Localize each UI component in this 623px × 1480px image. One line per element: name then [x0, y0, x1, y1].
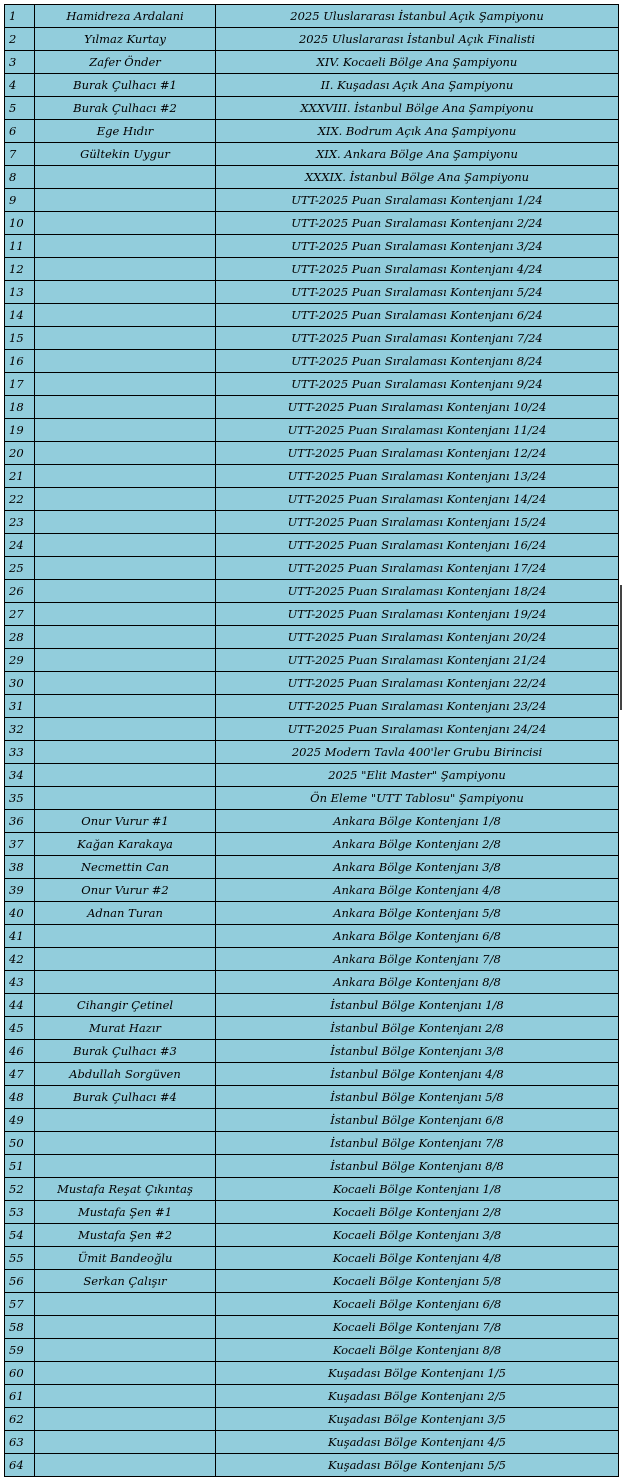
table-row	[5, 1431, 619, 1454]
row-number: 53	[5, 1201, 35, 1224]
row-number: 52	[5, 1178, 35, 1201]
player-name	[35, 1155, 216, 1178]
table-row	[5, 1224, 619, 1247]
table-row	[5, 419, 619, 442]
qualification-title: UTT-2025 Puan Sıralaması Kontenjanı 4/24	[216, 258, 619, 281]
table-row	[5, 1178, 619, 1201]
player-name: Burak Çulhacı #2	[35, 97, 216, 120]
player-name: Mustafa Reşat Çıkıntaş	[35, 1178, 216, 1201]
qualification-title: Kocaeli Bölge Kontenjanı 5/8	[216, 1270, 619, 1293]
row-number: 25	[5, 557, 35, 580]
table-row	[5, 603, 619, 626]
player-name	[35, 189, 216, 212]
player-name	[35, 396, 216, 419]
table-row	[5, 166, 619, 189]
table-row	[5, 718, 619, 741]
row-number: 32	[5, 718, 35, 741]
row-number: 54	[5, 1224, 35, 1247]
table-row	[5, 120, 619, 143]
row-number: 30	[5, 672, 35, 695]
qualification-title: UTT-2025 Puan Sıralaması Kontenjanı 16/24	[216, 534, 619, 557]
row-number: 38	[5, 856, 35, 879]
player-name	[35, 649, 216, 672]
player-name	[35, 626, 216, 649]
row-number: 24	[5, 534, 35, 557]
row-number: 40	[5, 902, 35, 925]
qualification-title: İstanbul Bölge Kontenjanı 5/8	[216, 1086, 619, 1109]
row-number: 15	[5, 327, 35, 350]
qualification-title: UTT-2025 Puan Sıralaması Kontenjanı 14/24	[216, 488, 619, 511]
player-name: Gültekin Uygur	[35, 143, 216, 166]
qualification-title: İstanbul Bölge Kontenjanı 8/8	[216, 1155, 619, 1178]
qualification-title: Ankara Bölge Kontenjanı 4/8	[216, 879, 619, 902]
player-name: Murat Hazır	[35, 1017, 216, 1040]
table-row	[5, 212, 619, 235]
table-row	[5, 350, 619, 373]
table-row	[5, 810, 619, 833]
row-number: 27	[5, 603, 35, 626]
qualification-title: Ankara Bölge Kontenjanı 2/8	[216, 833, 619, 856]
row-number: 4	[5, 74, 35, 97]
qualification-title: İstanbul Bölge Kontenjanı 6/8	[216, 1109, 619, 1132]
qualification-title: UTT-2025 Puan Sıralaması Kontenjanı 6/24	[216, 304, 619, 327]
player-name	[35, 327, 216, 350]
row-number: 56	[5, 1270, 35, 1293]
player-name: Mustafa Şen #2	[35, 1224, 216, 1247]
table-row	[5, 465, 619, 488]
qualification-title: 2025 Uluslararası İstanbul Açık Şampiyonu	[216, 5, 619, 28]
player-name	[35, 534, 216, 557]
table-row	[5, 143, 619, 166]
row-number: 37	[5, 833, 35, 856]
table-row	[5, 442, 619, 465]
row-number: 43	[5, 971, 35, 994]
row-number: 39	[5, 879, 35, 902]
qualification-title: UTT-2025 Puan Sıralaması Kontenjanı 20/24	[216, 626, 619, 649]
table-row	[5, 304, 619, 327]
row-number: 29	[5, 649, 35, 672]
qualifier-table	[4, 4, 619, 1477]
row-number: 7	[5, 143, 35, 166]
row-number: 1	[5, 5, 35, 28]
player-name: Abdullah Sorgüven	[35, 1063, 216, 1086]
table-row	[5, 511, 619, 534]
table-row	[5, 488, 619, 511]
qualification-title: Kocaeli Bölge Kontenjanı 4/8	[216, 1247, 619, 1270]
player-name	[35, 488, 216, 511]
player-name	[35, 419, 216, 442]
qualification-title: Ankara Bölge Kontenjanı 7/8	[216, 948, 619, 971]
row-number: 62	[5, 1408, 35, 1431]
qualification-title: UTT-2025 Puan Sıralaması Kontenjanı 1/24	[216, 189, 619, 212]
player-name	[35, 1293, 216, 1316]
player-name	[35, 235, 216, 258]
player-name: Ümit Bandeoğlu	[35, 1247, 216, 1270]
qualification-title: Kocaeli Bölge Kontenjanı 8/8	[216, 1339, 619, 1362]
table-row	[5, 235, 619, 258]
table-row	[5, 534, 619, 557]
player-name: Zafer Önder	[35, 51, 216, 74]
row-number: 28	[5, 626, 35, 649]
qualification-title: Ankara Bölge Kontenjanı 8/8	[216, 971, 619, 994]
table-row	[5, 1201, 619, 1224]
table-row	[5, 971, 619, 994]
table-row	[5, 74, 619, 97]
row-number: 35	[5, 787, 35, 810]
qualification-title: UTT-2025 Puan Sıralaması Kontenjanı 15/24	[216, 511, 619, 534]
row-number: 47	[5, 1063, 35, 1086]
row-number: 51	[5, 1155, 35, 1178]
table-row	[5, 1017, 619, 1040]
qualification-title: Ön Eleme "UTT Tablosu" Şampiyonu	[216, 787, 619, 810]
player-name	[35, 258, 216, 281]
player-name: Onur Vurur #1	[35, 810, 216, 833]
qualification-title: 2025 Uluslararası İstanbul Açık Finalisti	[216, 28, 619, 51]
qualification-title: 2025 Modern Tavla 400'ler Grubu Birincisi	[216, 741, 619, 764]
row-number: 61	[5, 1385, 35, 1408]
qualification-title: Kocaeli Bölge Kontenjanı 2/8	[216, 1201, 619, 1224]
qualification-title: UTT-2025 Puan Sıralaması Kontenjanı 24/24	[216, 718, 619, 741]
table-row	[5, 741, 619, 764]
player-name	[35, 557, 216, 580]
player-name: Yılmaz Kurtay	[35, 28, 216, 51]
qualifier-table-body	[5, 5, 619, 1477]
qualification-title: Kuşadası Bölge Kontenjanı 3/5	[216, 1408, 619, 1431]
table-row	[5, 879, 619, 902]
qualification-title: XIX. Ankara Bölge Ana Şampiyonu	[216, 143, 619, 166]
qualification-title: İstanbul Bölge Kontenjanı 2/8	[216, 1017, 619, 1040]
player-name	[35, 212, 216, 235]
row-number: 20	[5, 442, 35, 465]
table-row	[5, 994, 619, 1017]
row-number: 18	[5, 396, 35, 419]
row-number: 57	[5, 1293, 35, 1316]
player-name: Mustafa Şen #1	[35, 1201, 216, 1224]
table-row	[5, 1408, 619, 1431]
qualification-title: 2025 "Elit Master" Şampiyonu	[216, 764, 619, 787]
row-number: 58	[5, 1316, 35, 1339]
table-row	[5, 695, 619, 718]
player-name	[35, 948, 216, 971]
qualification-title: UTT-2025 Puan Sıralaması Kontenjanı 11/24	[216, 419, 619, 442]
table-row	[5, 373, 619, 396]
table-row	[5, 1293, 619, 1316]
row-number: 41	[5, 925, 35, 948]
table-row	[5, 281, 619, 304]
row-number: 2	[5, 28, 35, 51]
qualification-title: XIV. Kocaeli Bölge Ana Şampiyonu	[216, 51, 619, 74]
table-row	[5, 1155, 619, 1178]
qualification-title: UTT-2025 Puan Sıralaması Kontenjanı 13/24	[216, 465, 619, 488]
qualification-title: UTT-2025 Puan Sıralaması Kontenjanı 18/24	[216, 580, 619, 603]
qualification-title: Kuşadası Bölge Kontenjanı 1/5	[216, 1362, 619, 1385]
row-number: 36	[5, 810, 35, 833]
player-name	[35, 1132, 216, 1155]
player-name	[35, 1109, 216, 1132]
row-number: 60	[5, 1362, 35, 1385]
row-number: 9	[5, 189, 35, 212]
row-number: 11	[5, 235, 35, 258]
row-number: 3	[5, 51, 35, 74]
table-row	[5, 1109, 619, 1132]
table-row	[5, 327, 619, 350]
player-name	[35, 925, 216, 948]
qualification-title: UTT-2025 Puan Sıralaması Kontenjanı 3/24	[216, 235, 619, 258]
row-number: 33	[5, 741, 35, 764]
player-name	[35, 1454, 216, 1477]
row-number: 8	[5, 166, 35, 189]
player-name	[35, 764, 216, 787]
player-name	[35, 281, 216, 304]
qualification-title: Ankara Bölge Kontenjanı 3/8	[216, 856, 619, 879]
row-number: 17	[5, 373, 35, 396]
table-row	[5, 764, 619, 787]
table-row	[5, 925, 619, 948]
qualification-title: UTT-2025 Puan Sıralaması Kontenjanı 9/24	[216, 373, 619, 396]
player-name: Necmettin Can	[35, 856, 216, 879]
table-row	[5, 97, 619, 120]
qualification-title: İstanbul Bölge Kontenjanı 3/8	[216, 1040, 619, 1063]
row-number: 42	[5, 948, 35, 971]
table-row	[5, 557, 619, 580]
table-row	[5, 189, 619, 212]
row-number: 44	[5, 994, 35, 1017]
table-row	[5, 1270, 619, 1293]
player-name	[35, 1339, 216, 1362]
table-row	[5, 902, 619, 925]
qualification-title: Ankara Bölge Kontenjanı 5/8	[216, 902, 619, 925]
qualification-title: XXXIX. İstanbul Bölge Ana Şampiyonu	[216, 166, 619, 189]
table-row	[5, 948, 619, 971]
row-number: 19	[5, 419, 35, 442]
qualification-title: XIX. Bodrum Açık Ana Şampiyonu	[216, 120, 619, 143]
table-row	[5, 1040, 619, 1063]
row-number: 50	[5, 1132, 35, 1155]
row-number: 55	[5, 1247, 35, 1270]
table-row	[5, 1339, 619, 1362]
row-number: 5	[5, 97, 35, 120]
row-number: 14	[5, 304, 35, 327]
qualification-title: XXXVIII. İstanbul Bölge Ana Şampiyonu	[216, 97, 619, 120]
player-name	[35, 1385, 216, 1408]
row-number: 64	[5, 1454, 35, 1477]
qualification-title: UTT-2025 Puan Sıralaması Kontenjanı 8/24	[216, 350, 619, 373]
table-row	[5, 833, 619, 856]
table-row	[5, 1247, 619, 1270]
player-name	[35, 580, 216, 603]
player-name: Burak Çulhacı #4	[35, 1086, 216, 1109]
player-name	[35, 672, 216, 695]
player-name	[35, 1431, 216, 1454]
table-row	[5, 1086, 619, 1109]
player-name	[35, 350, 216, 373]
table-row	[5, 649, 619, 672]
table-row	[5, 626, 619, 649]
row-number: 13	[5, 281, 35, 304]
row-number: 45	[5, 1017, 35, 1040]
table-row	[5, 396, 619, 419]
qualification-title: Ankara Bölge Kontenjanı 1/8	[216, 810, 619, 833]
table-row	[5, 1316, 619, 1339]
qualification-title: UTT-2025 Puan Sıralaması Kontenjanı 17/24	[216, 557, 619, 580]
player-name	[35, 166, 216, 189]
table-row	[5, 258, 619, 281]
player-name: Burak Çulhacı #1	[35, 74, 216, 97]
table-row	[5, 672, 619, 695]
row-number: 16	[5, 350, 35, 373]
row-number: 10	[5, 212, 35, 235]
qualification-title: İstanbul Bölge Kontenjanı 7/8	[216, 1132, 619, 1155]
table-row	[5, 856, 619, 879]
player-name: Adnan Turan	[35, 902, 216, 925]
qualification-title: Kuşadası Bölge Kontenjanı 5/5	[216, 1454, 619, 1477]
table-row	[5, 580, 619, 603]
row-number: 49	[5, 1109, 35, 1132]
player-name	[35, 1316, 216, 1339]
player-name	[35, 1408, 216, 1431]
row-number: 31	[5, 695, 35, 718]
player-name	[35, 304, 216, 327]
qualification-title: UTT-2025 Puan Sıralaması Kontenjanı 21/24	[216, 649, 619, 672]
row-number: 22	[5, 488, 35, 511]
player-name	[35, 603, 216, 626]
player-name	[35, 971, 216, 994]
qualification-title: UTT-2025 Puan Sıralaması Kontenjanı 12/24	[216, 442, 619, 465]
qualification-title: İstanbul Bölge Kontenjanı 1/8	[216, 994, 619, 1017]
row-number: 46	[5, 1040, 35, 1063]
qualification-title: UTT-2025 Puan Sıralaması Kontenjanı 2/24	[216, 212, 619, 235]
player-name	[35, 442, 216, 465]
row-number: 59	[5, 1339, 35, 1362]
player-name: Serkan Çalışır	[35, 1270, 216, 1293]
row-number: 48	[5, 1086, 35, 1109]
scroll-indicator[interactable]	[620, 585, 622, 710]
qualification-title: Kocaeli Bölge Kontenjanı 3/8	[216, 1224, 619, 1247]
table-row	[5, 787, 619, 810]
player-name: Hamidreza Ardalani	[35, 5, 216, 28]
qualification-title: Kuşadası Bölge Kontenjanı 4/5	[216, 1431, 619, 1454]
table-row	[5, 51, 619, 74]
table-row	[5, 28, 619, 51]
row-number: 34	[5, 764, 35, 787]
table-row	[5, 1454, 619, 1477]
qualification-title: II. Kuşadası Açık Ana Şampiyonu	[216, 74, 619, 97]
table-row	[5, 1385, 619, 1408]
qualification-title: UTT-2025 Puan Sıralaması Kontenjanı 10/24	[216, 396, 619, 419]
player-name	[35, 695, 216, 718]
row-number: 63	[5, 1431, 35, 1454]
qualification-title: UTT-2025 Puan Sıralaması Kontenjanı 23/24	[216, 695, 619, 718]
qualification-title: İstanbul Bölge Kontenjanı 4/8	[216, 1063, 619, 1086]
table-row	[5, 1132, 619, 1155]
player-name: Burak Çulhacı #3	[35, 1040, 216, 1063]
qualification-title: UTT-2025 Puan Sıralaması Kontenjanı 19/24	[216, 603, 619, 626]
qualification-title: UTT-2025 Puan Sıralaması Kontenjanı 7/24	[216, 327, 619, 350]
table-row	[5, 1362, 619, 1385]
table-row	[5, 5, 619, 28]
row-number: 26	[5, 580, 35, 603]
player-name: Kağan Karakaya	[35, 833, 216, 856]
player-name	[35, 1362, 216, 1385]
player-name	[35, 741, 216, 764]
player-name	[35, 511, 216, 534]
player-name	[35, 373, 216, 396]
qualification-title: Kocaeli Bölge Kontenjanı 6/8	[216, 1293, 619, 1316]
row-number: 23	[5, 511, 35, 534]
row-number: 12	[5, 258, 35, 281]
qualification-title: Ankara Bölge Kontenjanı 6/8	[216, 925, 619, 948]
qualification-title: Kuşadası Bölge Kontenjanı 2/5	[216, 1385, 619, 1408]
player-name: Onur Vurur #2	[35, 879, 216, 902]
player-name: Cihangir Çetinel	[35, 994, 216, 1017]
player-name	[35, 787, 216, 810]
row-number: 6	[5, 120, 35, 143]
qualification-title: UTT-2025 Puan Sıralaması Kontenjanı 5/24	[216, 281, 619, 304]
player-name: Ege Hıdır	[35, 120, 216, 143]
player-name	[35, 465, 216, 488]
row-number: 21	[5, 465, 35, 488]
qualification-title: Kocaeli Bölge Kontenjanı 7/8	[216, 1316, 619, 1339]
player-name	[35, 718, 216, 741]
qualification-title: Kocaeli Bölge Kontenjanı 1/8	[216, 1178, 619, 1201]
qualification-title: UTT-2025 Puan Sıralaması Kontenjanı 22/24	[216, 672, 619, 695]
table-row	[5, 1063, 619, 1086]
